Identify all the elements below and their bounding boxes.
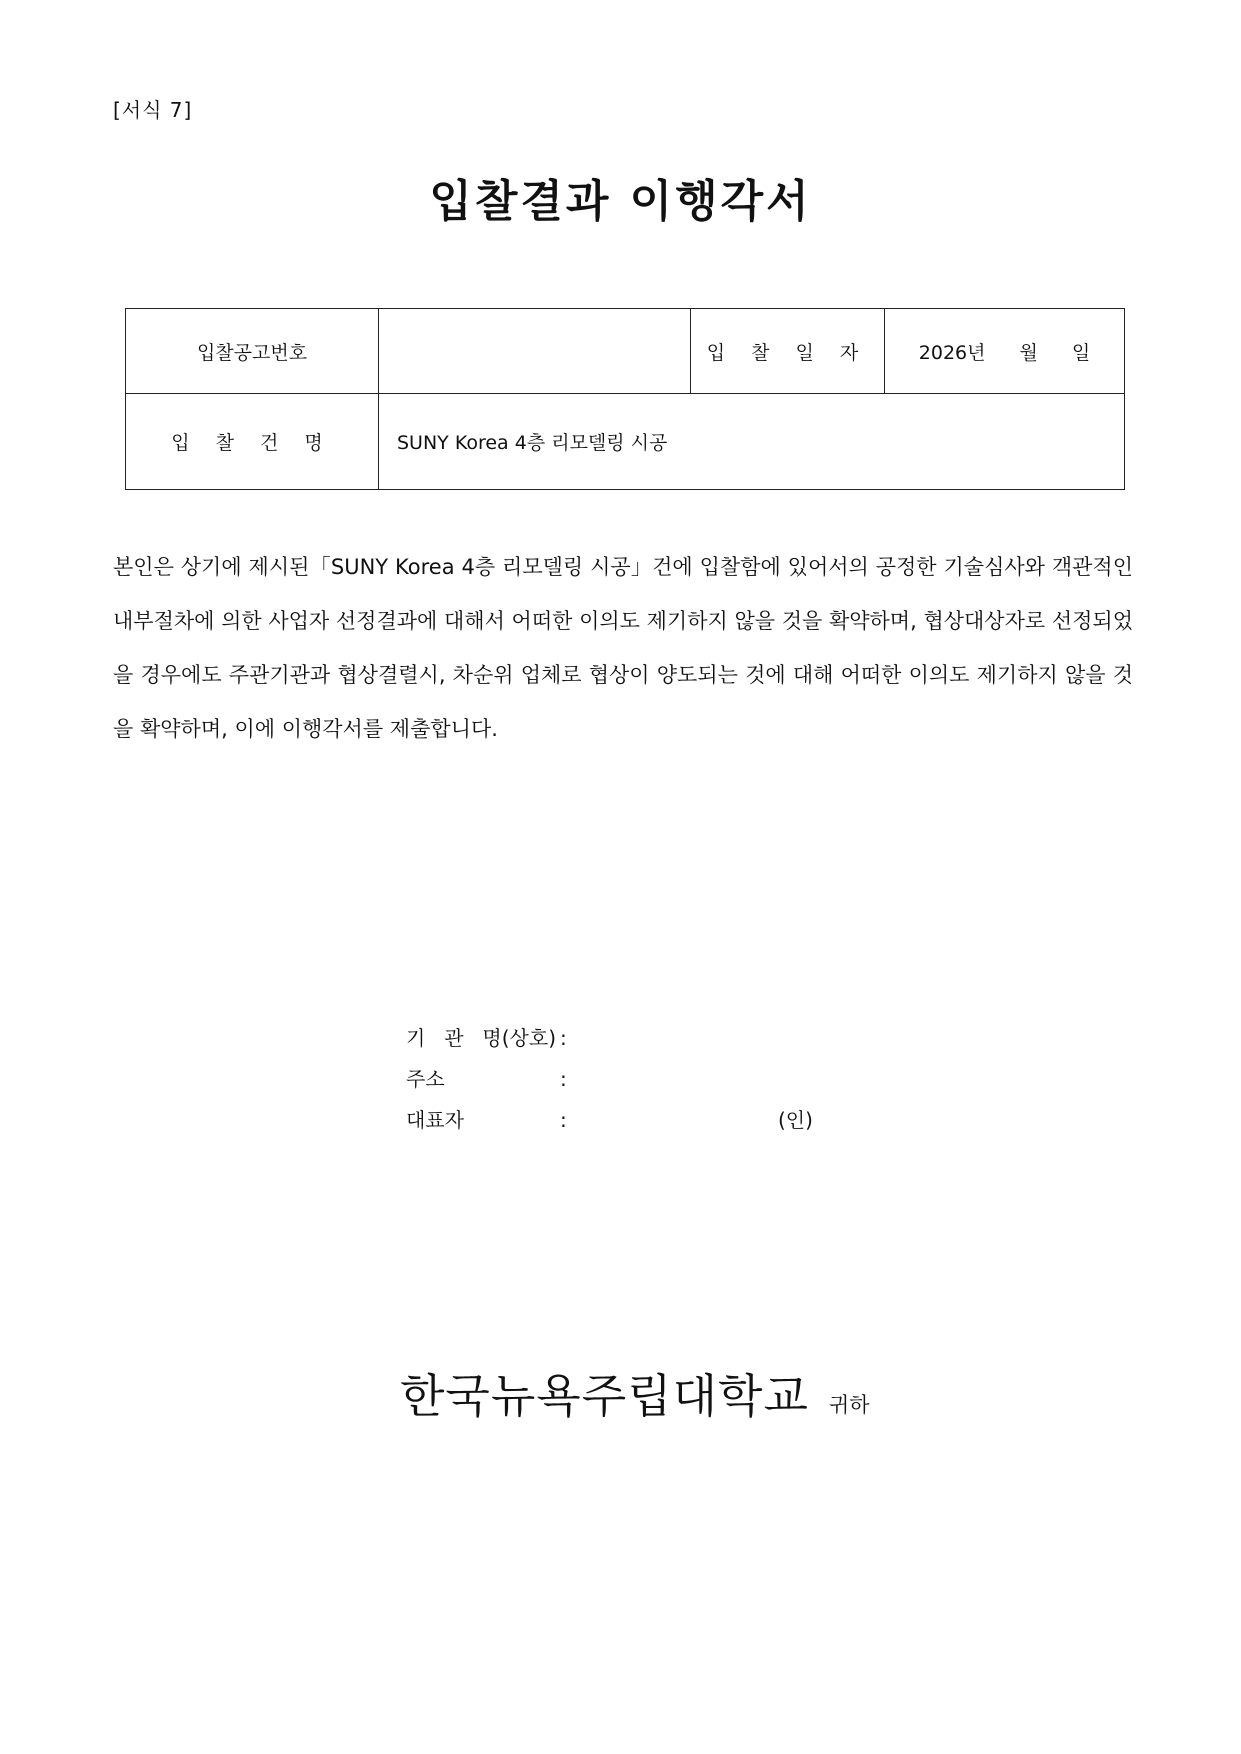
bid-date-day: 일 [1071,341,1091,364]
seal-mark: (인) [778,1108,813,1132]
notice-number-value[interactable] [379,309,691,394]
project-name-label [126,394,379,490]
pledge-statement: 본인은 상기에 제시된「SUNY Korea 4층 리모델링 시공」건에 입찰함에 있어서의 공정한 기술심사와 객관적인 내부절차에 의한 사업자 선정결과에 대해서 어떠한 이의도 제기하지 않을 것을 확약하며, 협상대상자로 선정되었을 경우에도 주관기관과 협상결렬시, 차순위 업체로 협상이 양도되는 것에 대해 어떠한 이의도 제기하지 않을 것을 확약하며, 이에 이행각서를 제출합니다. [113,555,1133,741]
bid-date-label [691,309,885,394]
organization-colon: : [560,1026,567,1050]
bid-info-table [125,308,1125,490]
notice-number-label: 입찰공고번호 [126,309,379,394]
form-number: [서식 7] [113,98,193,122]
signature-row-representative [406,1100,813,1141]
table-row [126,309,1125,394]
organization-label: 기 관 명(상호) [406,1026,556,1050]
signature-row-organization [406,1018,813,1059]
address-label: 주소 [406,1067,445,1091]
representative-colon: : [560,1108,567,1132]
recipient-name: 한국뉴욕주립대학교 [400,1369,809,1423]
bid-date-year: 2026년 [918,341,986,364]
recipient-suffix: 귀하 [828,1393,870,1417]
bid-date-label-text: 입 찰 일 자 [706,341,869,364]
bid-date-month: 월 [1019,341,1038,364]
signature-block [406,1018,813,1141]
table-row [126,394,1125,490]
bid-date-value[interactable] [885,309,1125,394]
project-name-label-text: 입 찰 건 명 [171,432,333,454]
representative-label: 대표자 [406,1108,464,1132]
signature-row-address [406,1059,813,1100]
recipient-line [400,1360,870,1426]
address-colon: : [560,1067,567,1091]
project-name-value[interactable]: SUNY Korea 4층 리모델링 시공 [379,394,1125,490]
document-title: 입찰결과 이행각서 [429,176,812,227]
